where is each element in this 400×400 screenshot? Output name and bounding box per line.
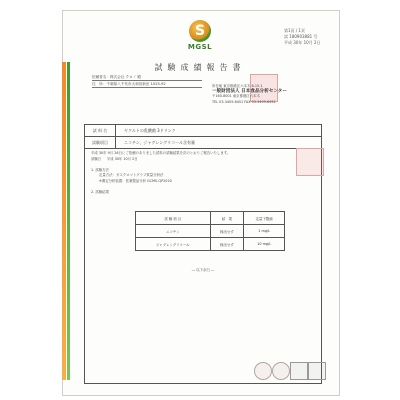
- methods-line: ※測定分析装置：医薬製品分析 GCMS-QP2020: [99, 179, 172, 184]
- results-header-row: [136, 212, 285, 225]
- result-value: 検出せず: [210, 225, 244, 238]
- issuer-line: TEL 03-3409-6451 FAX 03-3409-6452: [212, 99, 276, 104]
- result-limit: 10 mg/L: [244, 238, 285, 251]
- receipt-text: 平成 30年 9月 26日にご依頼のありました試料の試験結果を次のとおりご報告いたします。: [91, 151, 231, 155]
- sample-row: [85, 125, 321, 137]
- methods-line: 定量方法：ガスクロマトグラフ質量分析法: [99, 173, 164, 178]
- orange-side-bar: [62, 62, 66, 380]
- result-item: ジャグレングリコール: [136, 238, 211, 251]
- column-header: 結 果: [210, 212, 244, 225]
- table-row: [136, 225, 285, 238]
- report-number: 試 180903881 号: [284, 34, 318, 39]
- methods-heading: 1. 試験方法: [91, 167, 109, 172]
- column-header: 試 験 項 目: [136, 212, 211, 225]
- logo-text: MGSL: [187, 43, 213, 51]
- mgsl-logo: [174, 20, 226, 51]
- result-value: 検出せず: [210, 238, 244, 251]
- test-date-value: 平成 30年 10月 2日: [106, 156, 138, 161]
- result-item: ニコチン: [136, 225, 211, 238]
- logo-mark-icon: S: [189, 20, 211, 42]
- issuer-line: 〒160-8001 東京都港区六本木: [212, 94, 260, 99]
- report-ids: [284, 28, 330, 46]
- subject-value: ニコチン、ジャグレングリコール含有量: [124, 140, 196, 145]
- subject-row: [85, 137, 321, 149]
- table-row: [136, 238, 285, 251]
- client-name: 依頼者名：株式会社 クロノ 殿: [92, 74, 202, 81]
- report-body-box: [84, 124, 322, 384]
- closing-text: ― 以下余白 ―: [191, 268, 215, 272]
- issuer-line: 所在地 東京都港区六本木 6-15-1: [212, 84, 263, 88]
- result-limit: 1 mg/L: [244, 225, 285, 238]
- red-seal-stamp-side: [296, 148, 324, 176]
- subject-label: 試験項目: [85, 137, 116, 148]
- results-heading: 2. 試験結果: [91, 189, 109, 194]
- test-date-label: 試験日: [91, 156, 102, 161]
- client-block: [92, 74, 202, 88]
- client-address: 住 所：千葉県八千代市大和田新田 1025-92: [92, 81, 202, 88]
- report-date: 平成 30年 10月 2日: [284, 40, 321, 45]
- square-stamp-icon: [290, 362, 308, 380]
- results-table: [135, 211, 285, 251]
- green-side-bar: [67, 62, 70, 380]
- document-title: 試験成績報告書: [154, 63, 246, 72]
- square-stamp-icon: [308, 362, 326, 380]
- sample-value: ヤクルトの乳酸菌 3ドリンク: [124, 128, 176, 133]
- page-number: 第1頁 / 1頁: [284, 28, 305, 33]
- sample-label: 試 料 名: [85, 125, 116, 136]
- issuer-block: [212, 84, 322, 105]
- body-text: [91, 151, 313, 196]
- column-header: 定量下限値: [244, 212, 285, 225]
- round-seal-icon: [272, 362, 290, 380]
- issuer-organization: 一般財団法人 日本食品分析センター: [212, 89, 287, 95]
- round-seal-icon: [254, 362, 272, 380]
